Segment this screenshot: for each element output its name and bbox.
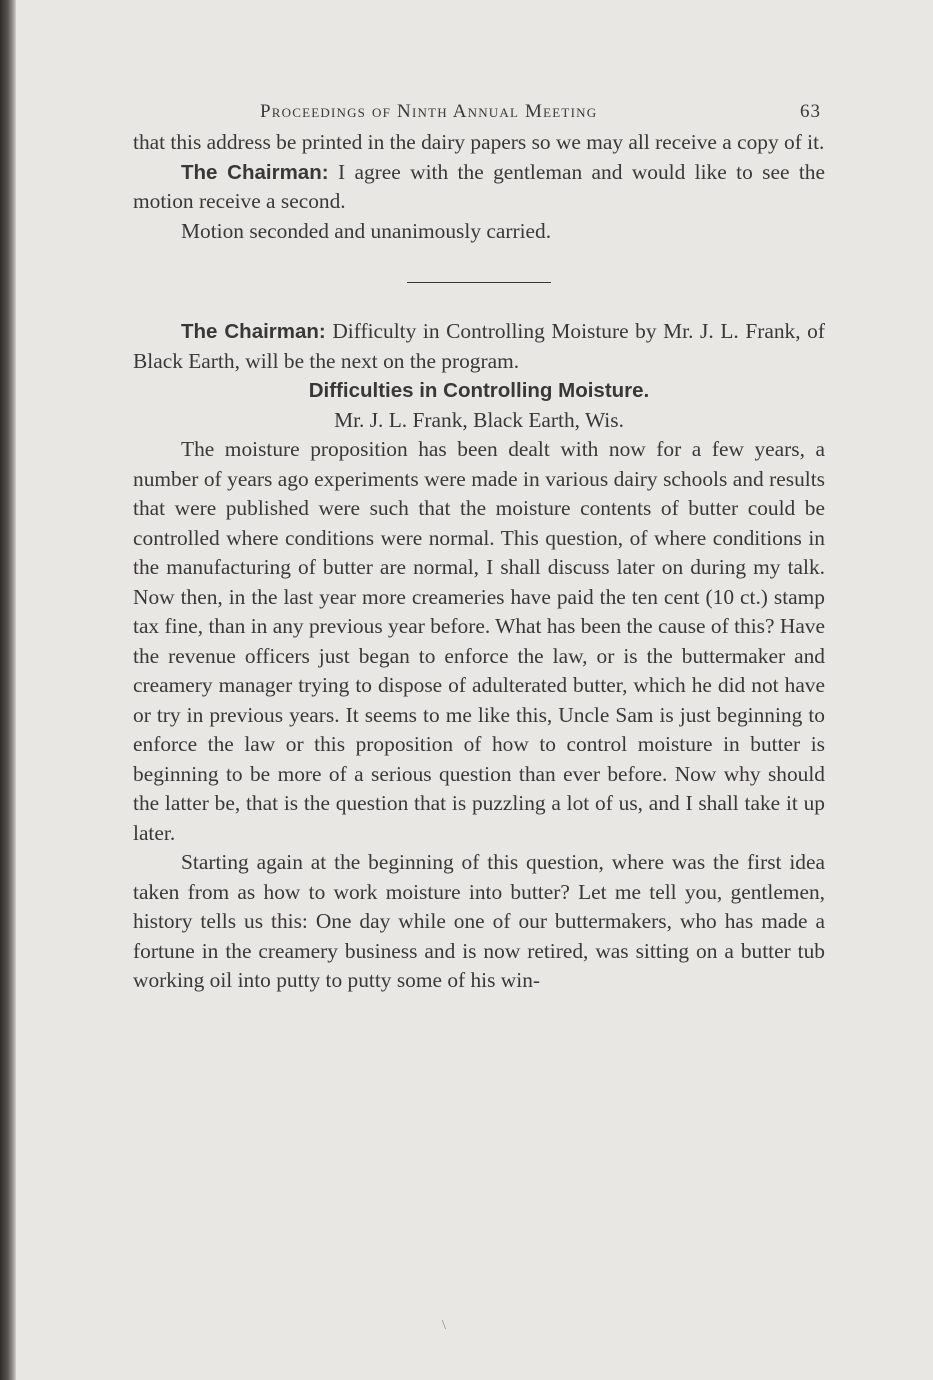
paragraph-motion bbox=[133, 217, 825, 247]
book-binding-edge bbox=[0, 0, 16, 1380]
section-paragraph-2: Starting again at the beginning of this question, where was the first idea taken from as how to work moisture into butter? Let me tell you, gentlemen, history tells us this: One day while one of our buttermakers, who has made a fortune in the creamery business and is now retired, was sitting on a butter tub working oil into putty to putty some of his win- bbox=[133, 850, 825, 992]
paragraph-continuation bbox=[133, 128, 825, 158]
running-header bbox=[133, 98, 825, 128]
section-divider bbox=[407, 282, 551, 283]
paragraph-chairman-intro bbox=[133, 317, 825, 376]
speaker-label: The Chairman: bbox=[181, 320, 326, 343]
speaker-label: The Chairman: bbox=[181, 160, 329, 184]
stray-mark: \ bbox=[442, 1318, 446, 1333]
page-number: 63 bbox=[800, 101, 821, 122]
paragraph-text: Difficulty in Controlling Moisture by Mr. J. L. Frank, of Black Earth, will be the next on the program. bbox=[133, 319, 825, 373]
section-title: Difficulties in Controlling Moisture. bbox=[308, 379, 650, 402]
paragraph-chairman-reply bbox=[133, 158, 825, 217]
section-byline: Mr. J. L. Frank, Black Earth, Wis. bbox=[334, 407, 624, 432]
running-title: Proceedings of Ninth Annual Meeting bbox=[260, 101, 598, 122]
paragraph-text: that this address be printed in the dairy papers so we may all receive a copy of it. bbox=[133, 130, 825, 154]
paragraph-text: I agree with the gentleman and would like to see the motion receive a second. bbox=[133, 159, 825, 213]
book-page bbox=[133, 98, 825, 996]
section-paragraph-1: The moisture proposition has been dealt with now for a few years, a number of years ago experiments were made in various dairy schools and results that were published were such that the moisture contents of butter could be controlled where conditions were normal. This question, of where conditions in the manufacturing of butter are normal, I shall discuss later on during my talk. Now then, in the last year more creameries have paid the ten cent (10 ct.) stamp tax fine, than in any previous year before. What has been the cause of this? Have the revenue officers just began to enforce the law, or is the buttermaker and creamery manager trying to dispose of adulterated butter, which he did not have or try in previous years. It seems to me like this, Uncle Sam is just beginning to enforce the law or this proposition of how to control moisture in butter is beginning to be more of a serious question than ever before. Now why should the latter be, that is the question that is puzzling a lot of us, and I shall take it up later. bbox=[133, 437, 825, 845]
paragraph-text: Motion seconded and unanimously carried. bbox=[181, 218, 552, 243]
page-body bbox=[133, 128, 825, 996]
